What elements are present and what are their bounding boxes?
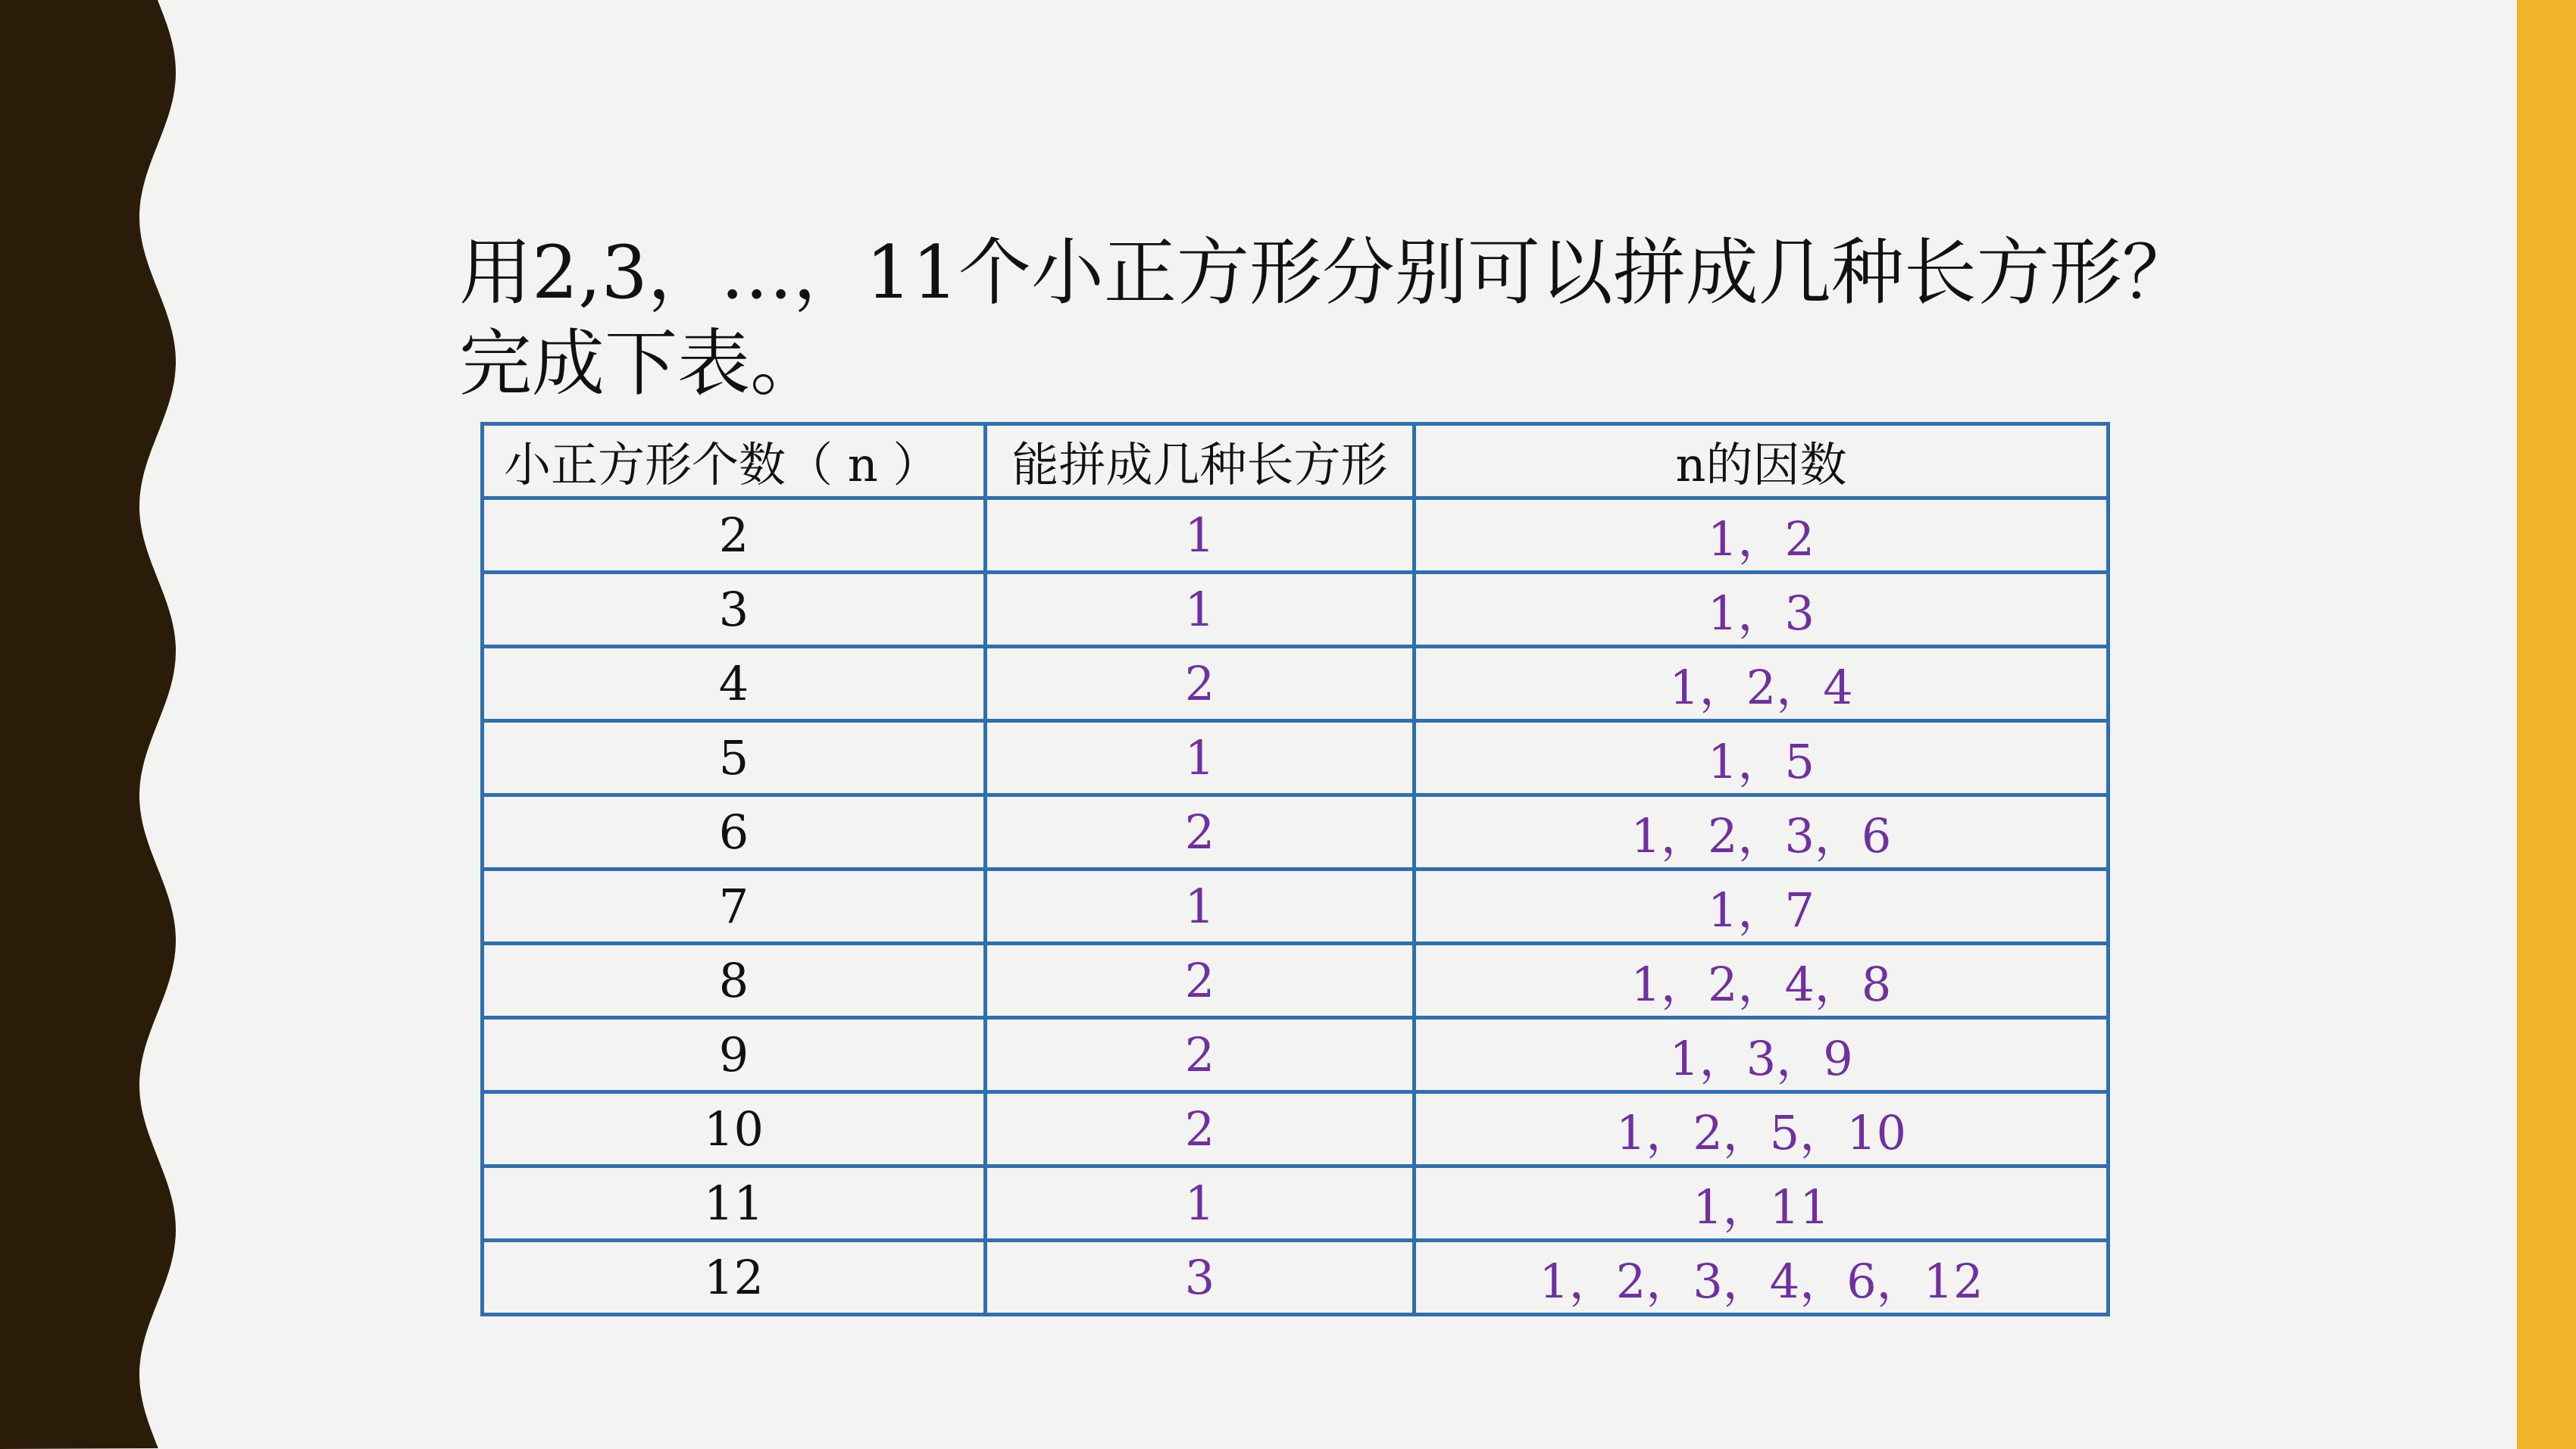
page-title [459, 227, 2277, 409]
table-row [483, 1166, 2109, 1241]
cell-factors: 1，2，3，6 [1415, 795, 2109, 870]
cell-factors: 1，7 [1415, 870, 2109, 944]
right-accent-bar [2517, 0, 2576, 1449]
table-body [483, 498, 2109, 1315]
cell-square-count: 8 [483, 944, 986, 1018]
right-accent-rect [2517, 0, 2576, 1449]
cell-factors: 1，2 [1415, 498, 2109, 573]
header-square-count: 小正方形个数（ n ） [483, 424, 986, 498]
factor-table [480, 422, 2110, 1316]
cell-rectangle-count: 1 [986, 573, 1415, 647]
table-row [483, 1241, 2109, 1315]
cell-rectangle-count: 1 [986, 870, 1415, 944]
cell-rectangle-count: 3 [986, 1241, 1415, 1315]
cell-square-count: 11 [483, 1166, 986, 1241]
table-row [483, 498, 2109, 573]
factor-table-container [480, 422, 2106, 1316]
cell-factors: 1，2，5，10 [1415, 1092, 2109, 1166]
cell-square-count: 3 [483, 573, 986, 647]
cell-rectangle-count: 2 [986, 944, 1415, 1018]
title-line-2: 完成下表。 [459, 321, 823, 406]
cell-rectangle-count: 2 [986, 1092, 1415, 1166]
cell-factors: 1，11 [1415, 1166, 2109, 1241]
table-row [483, 647, 2109, 721]
cell-square-count: 7 [483, 870, 986, 944]
cell-rectangle-count: 2 [986, 1018, 1415, 1092]
cell-square-count: 2 [483, 498, 986, 573]
cell-rectangle-count: 2 [986, 795, 1415, 870]
table-row [483, 870, 2109, 944]
cell-square-count: 4 [483, 647, 986, 721]
cell-factors: 1，3，9 [1415, 1018, 2109, 1092]
cell-square-count: 9 [483, 1018, 986, 1092]
wavy-left-border [0, 0, 197, 1449]
cell-rectangle-count: 1 [986, 1166, 1415, 1241]
cell-square-count: 6 [483, 795, 986, 870]
cell-factors: 1，3 [1415, 573, 2109, 647]
cell-square-count: 10 [483, 1092, 986, 1166]
wavy-strip-shape [0, 0, 176, 1449]
table-header-row [483, 424, 2109, 498]
title-line-1: 用2,3，…，11个小正方形分别可以拼成几种长方形？ [459, 230, 2195, 315]
cell-rectangle-count: 1 [986, 498, 1415, 573]
cell-rectangle-count: 1 [986, 721, 1415, 795]
cell-factors: 1，2，3，4，6，12 [1415, 1241, 2109, 1315]
cell-rectangle-count: 2 [986, 647, 1415, 721]
table-row [483, 573, 2109, 647]
cell-factors: 1，2，4 [1415, 647, 2109, 721]
cell-factors: 1，2，4，8 [1415, 944, 2109, 1018]
table-row [483, 1018, 2109, 1092]
table-row [483, 795, 2109, 870]
table-row [483, 944, 2109, 1018]
header-rectangle-count: 能拼成几种长方形 [986, 424, 1415, 498]
table-row [483, 1092, 2109, 1166]
cell-square-count: 12 [483, 1241, 986, 1315]
cell-factors: 1，5 [1415, 721, 2109, 795]
table-row [483, 721, 2109, 795]
cell-square-count: 5 [483, 721, 986, 795]
header-factors: n的因数 [1415, 424, 2109, 498]
